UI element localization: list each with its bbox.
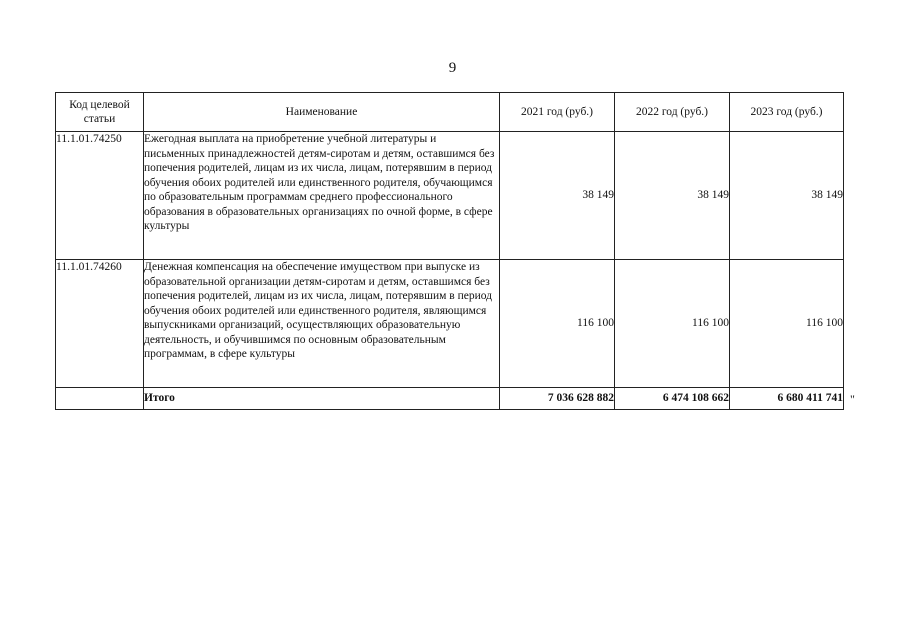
- header-2022: 2022 год (руб.): [615, 93, 730, 132]
- total-code-cell: [56, 388, 144, 410]
- total-value-2022: 6 474 108 662: [615, 388, 730, 410]
- row-value-2023: 116 100: [730, 260, 844, 388]
- row-code: 11.1.01.74260: [56, 260, 144, 388]
- row-value-2023: 38 149: [730, 132, 844, 260]
- header-2023: 2023 год (руб.): [730, 93, 844, 132]
- page-number: 9: [448, 60, 457, 76]
- total-value-2021: 7 036 628 882: [500, 388, 615, 410]
- total-label: Итого: [144, 388, 500, 410]
- budget-table: [55, 92, 844, 410]
- row-value-2022: 38 149: [615, 132, 730, 260]
- row-value-2021: 116 100: [500, 260, 615, 388]
- header-2021: 2021 год (руб.): [500, 93, 615, 132]
- closing-quote: ": [850, 392, 855, 406]
- header-code: Код целевой статьи: [56, 93, 144, 132]
- header-name: Наименование: [144, 93, 500, 132]
- row-name: Ежегодная выплата на приобретение учебной литературы и письменных принадлежностей детям-сиротам и детям, оставшимся без попечения родителей, лицам из их числа, лицам, потерявшим в период обучения обоих родителей или единственного родителя, обучающимся по образовательным программам среднего профессионального образования в образовательных организациях по очной форме, в сфере культуры: [144, 132, 500, 260]
- table-header-row: [56, 93, 844, 132]
- total-row: [56, 388, 844, 410]
- row-value-2021: 38 149: [500, 132, 615, 260]
- total-value-2023: 6 680 411 741: [730, 388, 844, 410]
- row-name: Денежная компенсация на обеспечение имуществом при выпуске из образовательной организации детям-сиротам и детям, оставшимся без попечения родителей, лицам из их числа, лицам, потерявшим в период обучения обоих родителей или единственного родителя, являющимся выпускниками организаций, осуществляющих образовательную деятельность, и обучившимся по основным образовательным программам, в сфере культуры: [144, 260, 500, 388]
- table-row: [56, 132, 844, 260]
- table-row: [56, 260, 844, 388]
- row-value-2022: 116 100: [615, 260, 730, 388]
- row-code: 11.1.01.74250: [56, 132, 144, 260]
